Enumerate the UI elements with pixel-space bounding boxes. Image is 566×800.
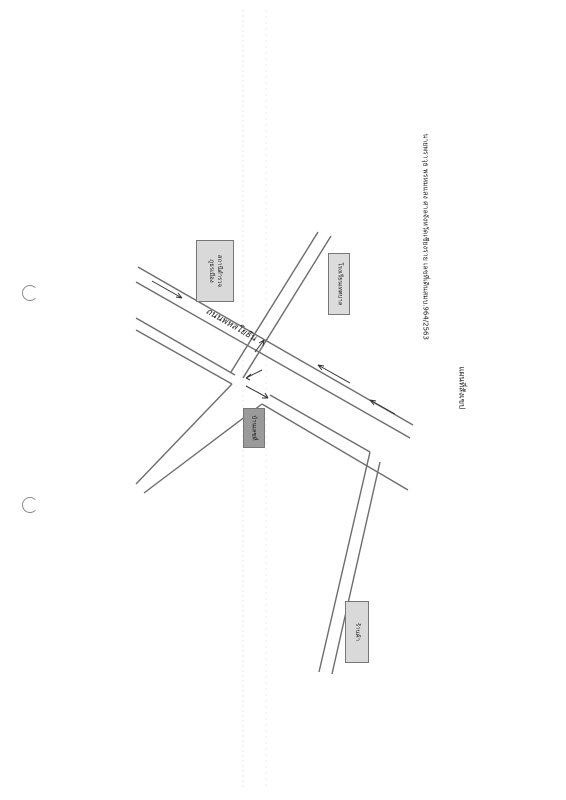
place-label: ภูธรเมือง: [207, 259, 215, 283]
place-label: ร้านค้า: [353, 622, 361, 642]
header-line: นายพราวุธ พรหมแสง ศาลจังหวัดเชียงราย เลขที่เดินสมบ.964/2563: [421, 133, 430, 340]
place-box-shop: [345, 601, 369, 663]
place-box-house: [243, 408, 265, 448]
map-title: แผนที่สังเขป: [457, 366, 467, 410]
side-road-edge: [270, 395, 370, 452]
side-road-edge: [136, 318, 235, 375]
direction-arrow: [246, 386, 268, 398]
place-label: บ้านเลขที่: [251, 415, 259, 441]
side-road-edge: [262, 404, 408, 490]
place-label: โรงเรียนเทศบาล: [336, 262, 343, 306]
cross-road-edge: [136, 384, 232, 484]
place-box-school: [328, 253, 350, 315]
side-road-edge: [136, 330, 232, 384]
direction-arrow: [246, 370, 262, 380]
place-label: สถานีตำรวจ: [215, 254, 223, 288]
place-box-police-station: [196, 240, 234, 302]
road-name-handwritten: ถนนพหลโยธิน: [203, 306, 258, 344]
direction-arrow: [370, 400, 395, 414]
